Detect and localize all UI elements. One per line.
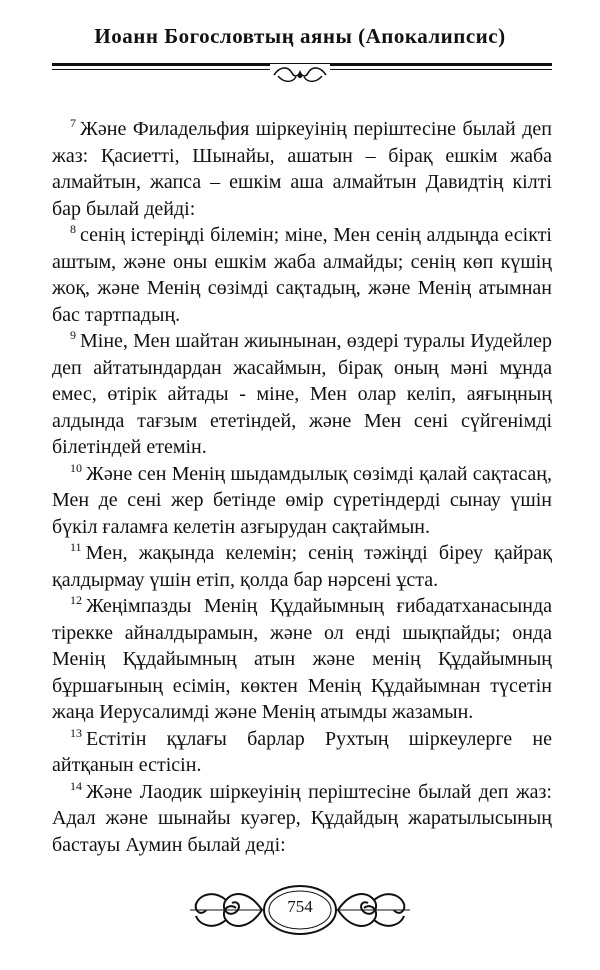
verse-body: Міне, Мен шайтан жиынынан, өздері туралы Иудейлер деп айтатындардан жасаймын, бірақ оның мәні мұнда емес, өтірік айтады - міне, Мен олар келіп, аяғыңның алдында тағзым ететіндей, және Мен сені сүйгенімді білетіндей етемін. — [52, 330, 552, 458]
verse-14 — [52, 779, 552, 859]
verse-11 — [52, 540, 552, 593]
verse-number: 10 — [70, 460, 82, 475]
verse-body: сенің істеріңді білемін; міне, Мен сенің алдыңда есікті аштым, және оны ешкім жаба алмайды; сенің көп күшің жоқ, және Менің сөзімді сақтадың, және Менің атымнан бас тартпадың. — [52, 224, 552, 326]
verse-number: 13 — [70, 725, 82, 740]
verse-12 — [52, 593, 552, 726]
verse-body: Мен, жақында келемін; сенің тәжіңді біреу қайрақ қалдырмау үшін етіп, қолда бар нәрсені ұста. — [52, 542, 552, 591]
verse-body: Және сен Менің шыдамдылық сөзімді қалай сақтасаң, Мен де сені жер бетінде өмір сүретіндерді сынау үшін бүкіл ғаламға келетін азғырудан сақтаймын. — [52, 462, 552, 538]
verse-9 — [52, 328, 552, 461]
header-ornament-icon — [270, 64, 330, 86]
verse-body: Және Лаодик шіркеуінің періштесіне былай деп жаз: Адал және шынайы куәгер, Құдайдың жаратылысының бастауы Аумин былай деді: — [52, 780, 552, 856]
page-number: 754 — [287, 897, 313, 916]
verse-number: 8 — [70, 222, 76, 236]
verse-body: Жеңімпазды Менің Құдайымның ғибадатханасында тірекке айналдырамын, және ол енді шықпайды; онда Менің Құдайымның атын және менің Құдайымның бұршағының есімін, көктен Менің Құдайымнан түсетін жаңа Иерусалимді және Менің атымды жазамын. — [52, 595, 552, 723]
verse-number: 12 — [70, 593, 82, 607]
verse-10 — [52, 461, 552, 541]
verse-body: Естітін құлағы барлар Рухтың шіркеулерге не айтқанын естісін. — [52, 727, 552, 776]
running-header: Иоанн Богословтың аяны (Апокалипсис) — [94, 24, 506, 48]
verse-8 — [52, 222, 552, 328]
verse-body: Және Филадельфия шіркеуінің періштесіне былай деп жаз: Қасиетті, Шынайы, ашатын – бірақ ешкім жаба алмайтын, жапса – ешкім аша алмайтын Давидтің кілті бар былай дейді: — [52, 118, 552, 220]
verse-13 — [52, 726, 552, 779]
verse-number: 9 — [70, 328, 76, 342]
verse-text-block — [52, 116, 552, 858]
verse-number: 14 — [70, 778, 82, 793]
verse-7 — [52, 116, 552, 222]
verse-number: 11 — [70, 540, 82, 554]
verse-number: 7 — [70, 116, 76, 130]
